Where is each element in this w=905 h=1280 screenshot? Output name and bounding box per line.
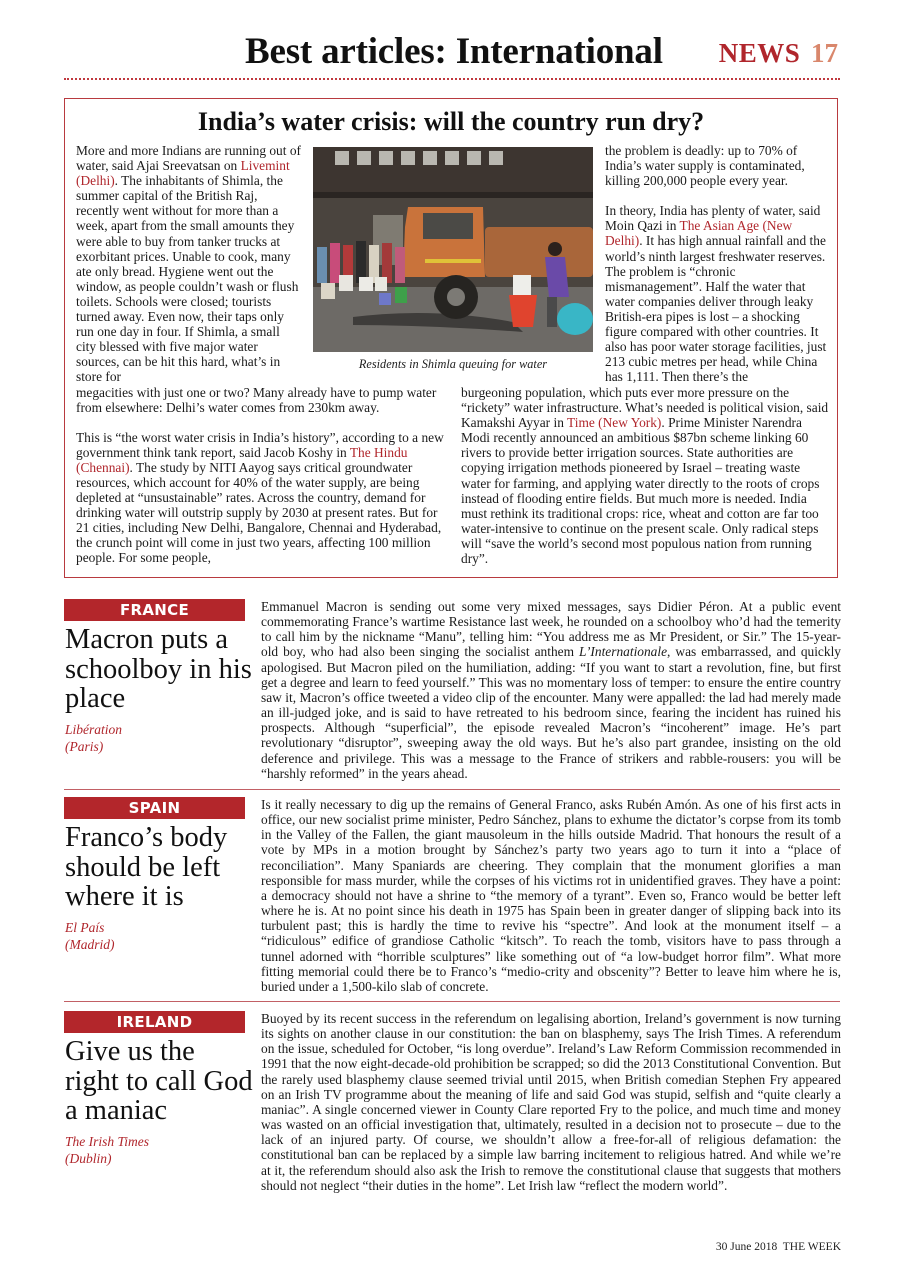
text: . It has high annual rainfall and the world’s ninth largest freshwater reserves. The problem is “chronic mismanagement”. Half the water that water companies deliver through leaky British-era pipes is lost – a shocking figure compared with other countries. It also has poor water storage facilities, just 213 cubic metres per head, while China has 1,111. Then there’s the (605, 233, 827, 385)
article-spain (64, 797, 840, 997)
page-header (64, 22, 840, 80)
feature-paragraph-3: the problem is deadly: up to 70% of India’s water supply is contaminated, killing 200,000 people every year. (605, 143, 805, 189)
article-source (65, 721, 255, 755)
source-city: (Madrid) (65, 937, 115, 952)
section-name: NEWS (718, 38, 801, 68)
source-city: (Dublin) (65, 1151, 112, 1166)
article-divider (64, 1001, 840, 1002)
text: Emmanuel Macron is sending out some very mixed messages, says Didier Péron. At a public event commemorating France’s wartime Resistance last week, he rounded on a schoolboy who’d had the temerity to call him by the nickname “Manu”, telling him: “You address me as Mr President, or Sir.” The 15-year-old boy, who had also been singing the socialist anthem (261, 599, 841, 660)
feature-column-bottom (461, 385, 833, 566)
article-headline: Franco’s body should be left where it is (65, 822, 228, 912)
article-headline: Macron puts a schoolboy in his place (65, 624, 252, 714)
header-dotted-rule (64, 78, 840, 80)
publication-name: THE WEEK (782, 1241, 841, 1253)
source-name: Libération (65, 722, 123, 737)
source-city: (Paris) (65, 739, 104, 754)
country-label: IRELAND (64, 1011, 245, 1033)
text: This is “the worst water crisis in India’s history”, according to a new government think tank report, said Jacob Koshy in (76, 429, 444, 460)
source-link-time[interactable]: Time (New York) (567, 415, 662, 431)
issue-date: 30 June 2018 (715, 1241, 778, 1253)
article-source (65, 919, 255, 953)
page-number: 17 (811, 38, 838, 68)
italic-title: L’Internationale (579, 644, 668, 660)
feature-photo (313, 147, 593, 352)
source-name: El País (65, 920, 105, 935)
feature-paragraph-1-cont: megacities with just one or two? Many already have to pump water from elsewhere: Delhi’s water comes from 230km away. (76, 384, 437, 415)
article-body: Is it really necessary to dig up the remains of General Franco, asks Rubén Amón. As one of his first acts in office, our new socialist prime minister, Pedro Sánchez, plans to exhume the dictator’s corpse from its tomb in the Valley of the Fallen, the giant mausoleum in the hills outside Madrid. That honours the result of a vote by MPs in a motion brought by Sánchez’s party two years ago to turn it into a “place of reconciliation”. Many Spaniards are cheering. They complain that the monument glorifies a man responsible for mass murder, while the corpses of his victims rot in unidentified graves. They have a point: a democracy should not have a shrine to “the memory of a tyrant”. Even so, Franco would be better left where he is. At no point since his death in 1975 has Spain been in greater danger of slipping back into its turbulent past; this is hardly the time to revive his “spectre”. And look at the monument itself – a “ridiculous” edifice of grandiose Catholic “kitsch”. To reach the tomb, visitors have to pass through a tunnel adorned with “horrible sculptures” like something out of “a low-budget horror film”. What more fitting memorial could there be to Franco’s “medio-crity and obscenity”? Better to leave him where he is, buried under a 1,500-kilo slab of concrete. (261, 797, 841, 994)
text: , was embarrassed, and quickly apologised. But Macron piled on the humiliation, adding: “If you want to start a revolution, fine, but first get a degree and learn to feed yourself.” This was no momentary loss of temper: to ensure the entire country saw it, Macron’s office tweeted a video clip of the encounter. Many were appalled: the lad had merely made an ill-judged joke, and is said to have retreated to his bedroom since, fearing the incident has ruined his prospects. Although “superficial”, the episode revealed Macron’s “incoherent” image. He’s part revolutionary “disruptor”, sweeping away the old ways. But he’s also part grandee, insisting on the old deference and privilege. This was a message to the France of strikers and rabble-rousers: you will be “harshly reformed” in the years ahead. (261, 644, 841, 781)
water-tanker-photo-icon (313, 147, 593, 352)
article-divider (64, 789, 840, 790)
article-body (261, 599, 841, 781)
page-footer (716, 1241, 841, 1253)
feature-paragraph-2 (76, 430, 446, 566)
source-link-asian-age[interactable]: The Asian Age (New Delhi) (605, 218, 793, 249)
article-ireland (64, 1011, 840, 1211)
text: In theory, India has plenty of water, said Moin Qazi in (605, 203, 821, 234)
text: . The study by NITI Aayog says critical groundwater resources, which account for 40% of the water supply, are being depleted at “unsustainable” rates. Across the country, demand for drinking water will outstrip supply by 2030 at present rates. But for 21 cities, including New Delhi, Bangalore, Chennai and Hyderabad, the crunch point will come in just two years, affecting 100 million people. For some people, (76, 459, 442, 566)
source-link-livemint[interactable]: Livemint (Delhi) (76, 158, 290, 189)
article-body: Buoyed by its recent success in the referendum on legalising abortion, Ireland’s government is now turning its sights on another clause in our constitution: the ban on blasphemy, says The Irish Times. A referendum on the issue, scheduled for October, “is long overdue”. Ireland’s Law Reform Commission recommended in 1991 that the now eight-decade-old prohibition be scrapped; so did the 2013 Constitutional Convention. But the rarely used blasphemy clause seemed trivial until 2015, when British comedian Stephen Fry appeared on an Irish TV programme about the meaning of life and said God was stupid, selfish and “quite clearly a maniac”. A single concerned viewer in County Clare reported Fry to the police, and much time and money was wasted on an official investigation that, ultimately, resulted in a decision not to prosecute – due to the lack of an injured party. Of course, we shouldn’t allow a free-for-all of religious defamation: the constitutional ban can be replaced by a simple law barring incitement to religious hatred. And while we’re at it, the referendum should also ask the Irish to remove the constitutional clause that suggests that mothers should not neglect “their duties in the home”. Let Irish law “reflect the modern world”. (261, 1011, 841, 1193)
feature-paragraph-1 (76, 143, 301, 385)
country-label: SPAIN (64, 797, 245, 819)
text: . The inhabitants of Shimla, the summer capital of the British Raj, recently went without for more than a week, apart from the small amounts they were able to buy from tanker trucks at exorbitant prices. Unable to cook, many ate only bread. Hygiene went out the window, as people couldn’t wash or flush toilets. Schools were closed; tourists turned away. Even now, their taps only run one day in four. If Shimla, a small city blessed with five major water sources, can be hit this hard, what’s in store for (76, 173, 299, 385)
source-link-the-hindu[interactable]: The Hindu (Chennai) (76, 444, 408, 475)
text: . Prime Minister Narendra Modi recently announced an ambitious $87bn scheme linking 60 rivers to provide better irrigation sources. State authorities are copying irrigation methods pioneered by Israel – treating waste water for farming, and applying water directly to the roots of crops instead of flooding entire fields. But much more is needed. India must rethink its traditional crops: rice, wheat and cotton are far too water-intensive to continue on the present scale. Only radical steps will “save the world’s second most populous nation from running dry”. (461, 415, 820, 567)
feature-paragraph-5 (461, 385, 833, 566)
text: burgeoning population, which puts ever more pressure on the “rickety” water infrastructure. What’s needed is political vision, said Kamakshi Ayyar in (461, 385, 829, 431)
country-label: FRANCE (64, 599, 245, 621)
article-france (64, 599, 840, 784)
section-marker (719, 38, 838, 69)
feature-column-right (605, 143, 833, 384)
article-headline: Give us the right to call God a maniac (65, 1036, 253, 1126)
source-name: The Irish Times (65, 1134, 150, 1149)
feature-paragraph-4 (605, 203, 833, 384)
photo-caption: Residents in Shimla queuing for water (358, 357, 548, 371)
text: More and more Indians are running out of water, said Ajai Sreevatsan on (76, 143, 301, 174)
article-source (65, 1133, 255, 1167)
feature-article-india (64, 98, 838, 578)
page-title: Best articles: International (245, 31, 663, 72)
feature-headline: India’s water crisis: will the country run dry? (197, 107, 705, 136)
